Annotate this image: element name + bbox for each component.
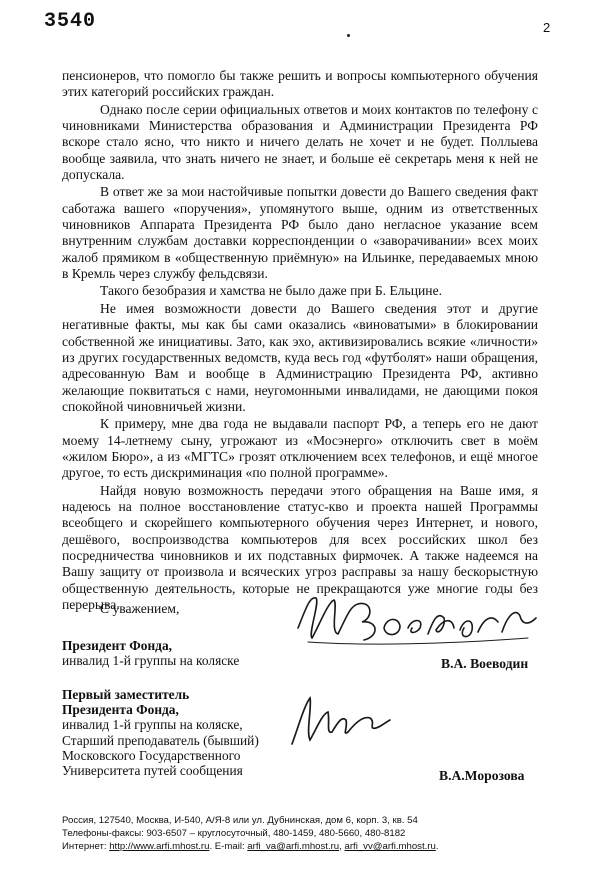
letter-body — [62, 68, 538, 614]
paragraph-3: В ответ же за мои настойчивые попытки довести до Вашего сведения факт саботажа вашего «поручения», упомянутого выше, одним из ответственных чиновников Аппарата Президента РФ было дано негласное указание всем внутренним службам доставки корреспонденции о «заворачивании» всех моих жалоб прямиком в «общественную приёмную» на Ильинке, передаваемых мною в Кремль через службу фельдсвязи. — [62, 184, 538, 282]
signatory-2-line-4: Университета путей сообщения — [62, 763, 243, 779]
signatory-2-title-2: Президента Фонда, — [62, 702, 179, 718]
paragraph-7: Найдя новую возможность передачи этого обращения на Ваше имя, я надеюсь на полное восстановление статус-кво и проекта нашей Программы всеобщего и скорейшего компьютерного обучения через Интернет, и нового, дешёвого, воспроизводства компьютеров для всех российских школ без посредничества чиновников и их подставных фирмочек. А также надеемся на Вашу защиту от произвола и всяческих угроз расправы за нашу бескорыстную общественную деятельность, которые не прекращаются уже многие годы без перерыва. — [62, 482, 538, 612]
signature-voevodin — [288, 588, 548, 654]
footer-internet: Интернет: http://www.arfi.mhost.ru. E-mail: arfi_va@arfi.mhost.ru, arfi_vv@arfi.mhost.ru. — [62, 841, 439, 852]
footer-email-link-2[interactable]: arfi_vv@arfi.mhost.ru — [344, 841, 436, 852]
footer-email-label: . E-mail: — [209, 841, 245, 852]
signatory-2-block — [62, 687, 259, 778]
signatory-2-name: В.А.Морозова — [439, 768, 525, 783]
signatory-1-name: В.А. Воеводин — [441, 656, 529, 671]
signatory-1-block — [62, 638, 239, 668]
footer-website-link[interactable]: http://www.arfi.mhost.ru — [109, 841, 210, 852]
signature-morozova — [284, 692, 394, 750]
footer-internet-label: Интернет: — [62, 841, 107, 852]
signatory-1-title: Президент Фонда, — [62, 638, 172, 653]
paragraph-5: Не имея возможности довести до Вашего сведения этот и другие негативные факты, мы как бы сами оказались «виноватыми» в блокировании собственной же инициативы. Зато, как эхо, активизировались всякие «личности» из других государственных ведомств, куда весь год «футболят» наши обращения, адресованную Вам и вообще в Администрацию Президента РФ, активно желающие поквитаться с нами, неугомонными инвалидами, не дающими покоя спокойной чиновничьей жизни. — [62, 300, 538, 414]
signatory-2-line-2: Старший преподаватель (бывший) — [62, 732, 259, 748]
paragraph-6: К примеру, мне два года не выдавали паспорт РФ, а теперь его не дают моему 14-летнему сыну, угрожают из «Мосэнерго» отключить свет в моём «жилом Бюро», а из «МГТС» грозят отключением всех телефонов, и ещё многое другое, то есть дискриминация «по полной программе». — [62, 416, 538, 481]
signatory-1-line: инвалид 1-й группы на коляске — [62, 653, 240, 669]
document-number: 3540 — [44, 10, 97, 33]
signatory-2-title-1: Первый заместитель — [62, 687, 190, 702]
scan-speck — [347, 34, 350, 37]
page-number: 2 — [543, 20, 551, 35]
signatory-2-line-3: Московского Государственного — [62, 747, 241, 763]
letterhead-footer — [62, 814, 522, 853]
footer-address: Россия, 127540, Москва, И-540, А/Я-8 или ул. Дубнинская, дом 6, корп. 3, кв. 54 — [62, 815, 418, 826]
paragraph-4: Такого безобразия и хамства не было даже при Б. Ельцине. — [100, 283, 443, 299]
paragraph-2: Однако после серии официальных ответов и моих контактов по телефону с чиновниками Министерства образования и Администрации Президента РФ вскоре стало ясно, что никто и ничего делать не хочет и не будет. Поллыева вообще заявила, что знать ничего не знает, и больше её секретарь меня к ней не допускала. — [62, 101, 538, 183]
signatory-2-line-1: инвалид 1-й группы на коляске, — [62, 717, 243, 733]
footer-phones: Телефоны-факсы: 903-6507 – круглосуточный, 480-1459, 480-5660, 480-8182 — [62, 828, 406, 839]
footer-email-link-1[interactable]: arfi_va@arfi.mhost.ru — [247, 841, 340, 852]
paragraph-1: пенсионеров, что помогло бы также решить и вопросы компьютерного обучения этих категорий российских граждан. — [62, 68, 538, 100]
closing-salutation: С уважением, — [100, 601, 180, 616]
